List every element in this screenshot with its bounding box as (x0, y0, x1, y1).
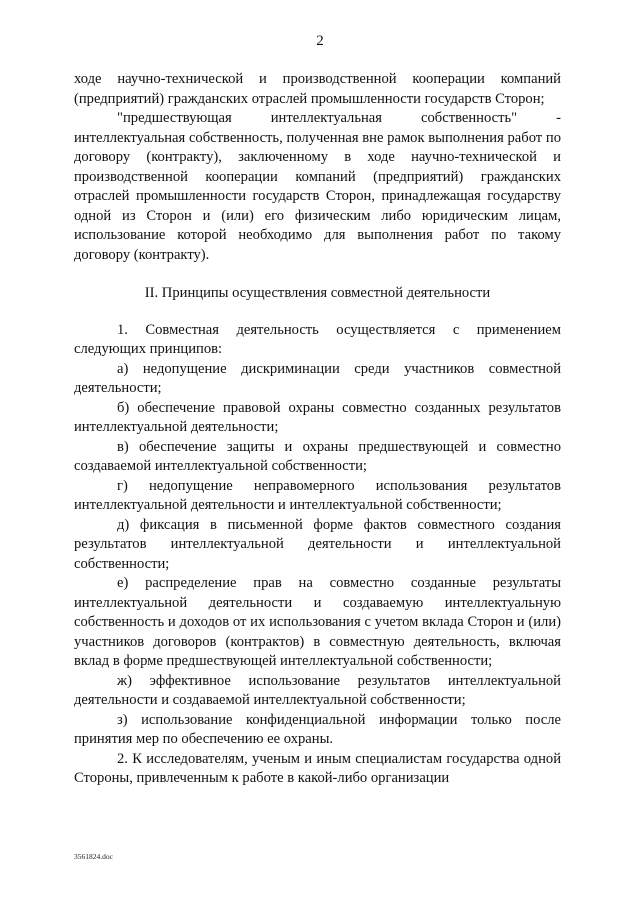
paragraph: "предшествующая интеллектуальная собственность" - интеллектуальная собственность, полученная вне рамок выполнения работ по договору (контракту), заключенному в ходе научно-технической и производственной кооперации компаний (предприятий) гражданских отраслей промышленности государств Сторон, принадлежащая государству одной из Сторон и (или) его физическим либо юридическим лицам, использование которой необходимо для выполнения работ по такому договору (контракту). (74, 110, 561, 263)
page-number: 2 (316, 33, 324, 49)
list-item: г) недопущение неправомерного использования результатов интеллектуальной деятельности и интеллектуальной собственности; (74, 477, 561, 513)
list-item: в) обеспечение защиты и охраны предшествующей и совместно создаваемой интеллектуальной собственности; (74, 438, 561, 474)
list-item: б) обеспечение правовой охраны совместно созданных результатов интеллектуальной деятельности; (74, 399, 561, 435)
paragraph: ходе научно-технической и производственной кооперации компаний (предприятий) гражданских отраслей промышленности государств Сторон; (74, 71, 561, 107)
paragraph: 2. К исследователям, ученым и иным специалистам государства одной Стороны, привлеченным к работе в какой-либо организации (74, 750, 561, 786)
list-item: е) распределение прав на совместно созданные результаты интеллектуальной деятельности и создаваемую интеллектуальную собственность и доходов от их использования с учетом вклада Сторон и (или) участников договоров (контрактов) в совместную деятельность, включая вклад в форме предшествующей интеллектуальной собственности; (74, 575, 561, 669)
document-body (74, 70, 561, 789)
list-item: д) фиксация в письменной форме фактов совместного создания результатов интеллектуальной деятельности и интеллектуальной собственности; (74, 516, 561, 572)
section-heading: II. Принципы осуществления совместной деятельности (144, 285, 491, 301)
footer-filename: 3561824.doc (74, 852, 113, 861)
list-item: ж) эффективное использование результатов интеллектуальной деятельности и создаваемой интеллектуальной собственности; (74, 672, 561, 708)
list-item: а) недопущение дискриминации среди участников совместной деятельности; (74, 360, 561, 396)
paragraph: 1. Совместная деятельность осуществляется с применением следующих принципов: (74, 321, 561, 357)
list-item: з) использование конфиденциальной информации только после принятия мер по обеспечению ее охраны. (74, 711, 561, 747)
